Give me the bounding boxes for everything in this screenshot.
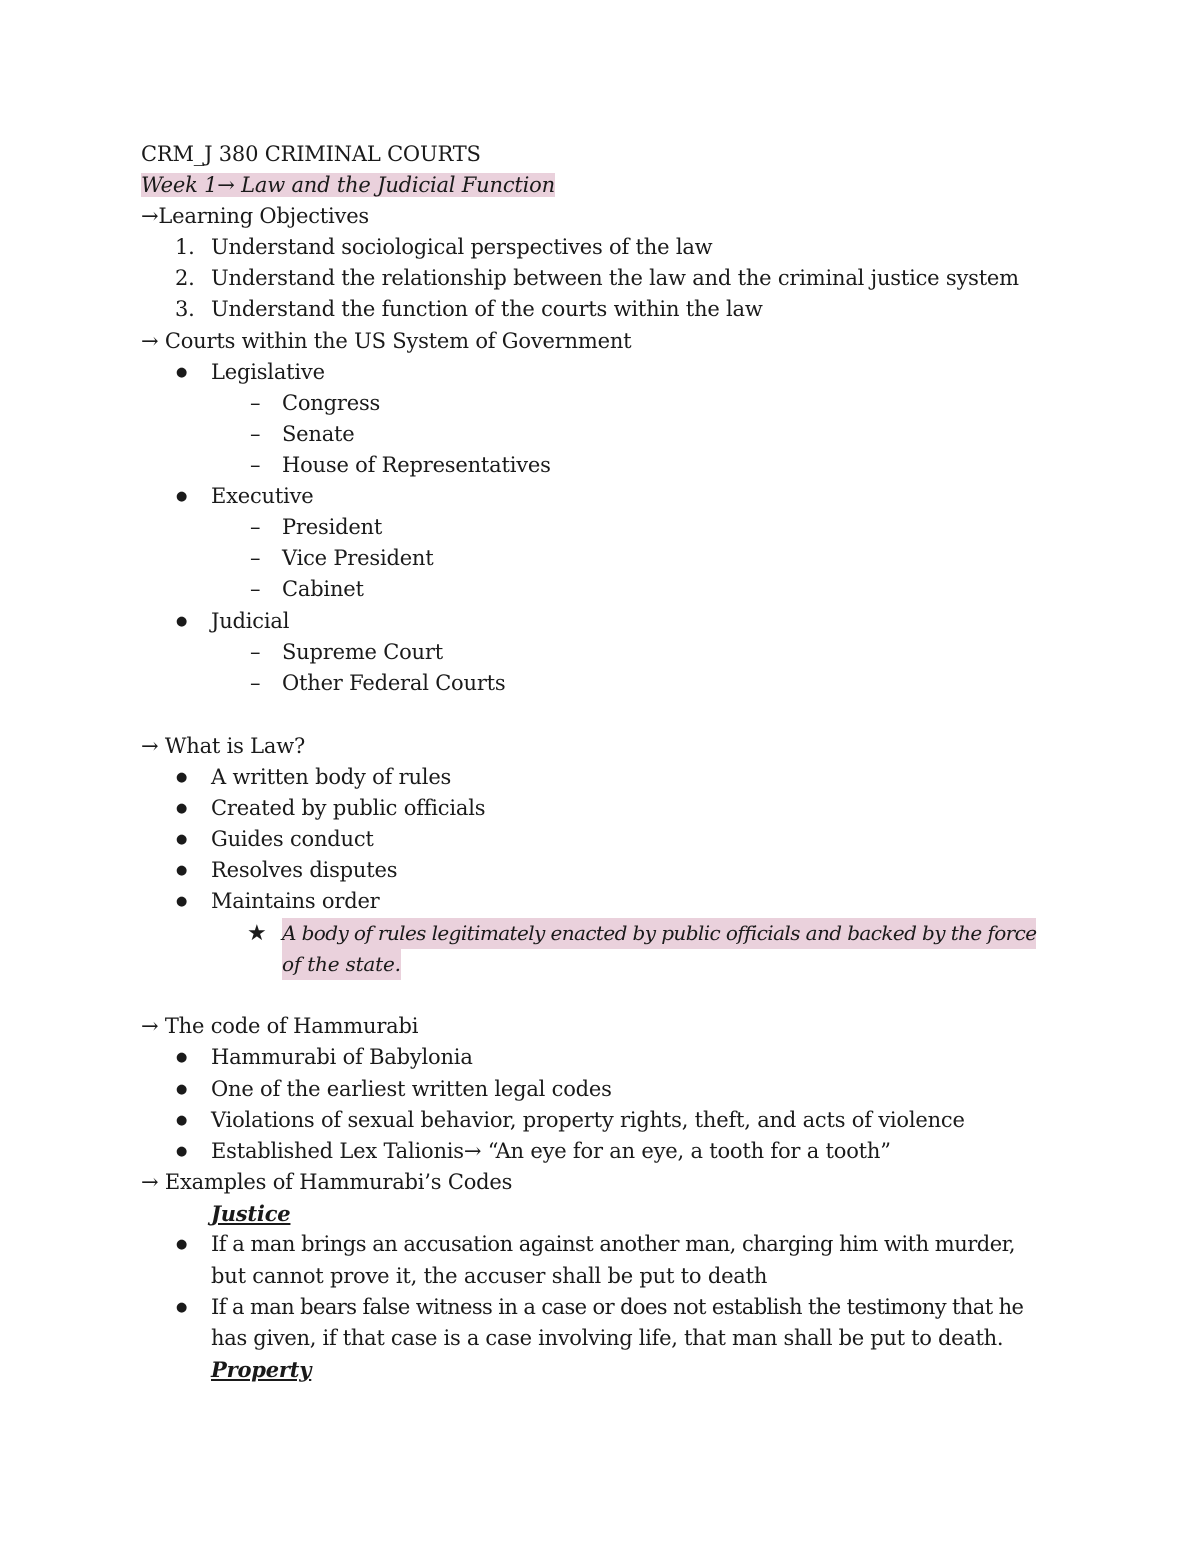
justice-item-line: but cannot prove it, the accuser shall be put to death xyxy=(211,1264,768,1288)
justice-subheading xyxy=(211,1198,290,1229)
list-number: 3. xyxy=(175,297,195,321)
list-item xyxy=(0,263,1200,294)
document-title: CRM_J 380 CRIMINAL COURTS xyxy=(141,142,481,166)
objective-text: Understand the function of the courts within the law xyxy=(211,297,763,321)
examples-section-heading: → Examples of Hammurabi’s Codes xyxy=(141,1170,513,1194)
bullet-icon: ● xyxy=(176,1050,188,1065)
list-item xyxy=(0,1105,1200,1136)
list-item xyxy=(0,637,1200,668)
list-item xyxy=(0,1042,1200,1073)
list-item xyxy=(0,512,1200,543)
law-item: Created by public officials xyxy=(211,796,486,820)
law-item: Resolves disputes xyxy=(211,858,398,882)
list-item xyxy=(0,294,1200,325)
dash-icon: – xyxy=(250,640,261,664)
justice-item-line: has given, if that case is a case involving life, that man shall be put to death. xyxy=(211,1326,1004,1350)
branch-label: Legislative xyxy=(211,360,325,384)
hammurabi-section-heading: → The code of Hammurabi xyxy=(141,1014,419,1038)
list-item xyxy=(0,450,1200,481)
branch-sub-item: President xyxy=(282,515,383,539)
bullet-icon: ● xyxy=(176,1300,188,1315)
courts-section-heading: → Courts within the US System of Government xyxy=(141,329,632,353)
week-heading-text: Week 1→ Law and the Judicial Function xyxy=(141,173,555,197)
definition-text: A body of rules legitimately enacted by public officials and backed by the force xyxy=(282,918,1036,949)
list-item xyxy=(0,543,1200,574)
branch-label: Judicial xyxy=(211,609,290,633)
list-item xyxy=(0,762,1200,793)
list-item xyxy=(0,574,1200,605)
branch-sub-item: Cabinet xyxy=(282,577,364,601)
learning-objectives-heading: →Learning Objectives xyxy=(141,204,369,228)
list-item xyxy=(0,1074,1200,1105)
dash-icon: – xyxy=(250,577,261,601)
list-item xyxy=(0,388,1200,419)
branch-sub-item: Supreme Court xyxy=(282,640,443,664)
bullet-icon: ● xyxy=(176,770,188,785)
definition-line xyxy=(0,918,1200,949)
list-item xyxy=(0,232,1200,263)
hammurabi-item: Hammurabi of Babylonia xyxy=(211,1045,473,1069)
bullet-icon: ● xyxy=(176,863,188,878)
list-item xyxy=(0,1229,1200,1260)
list-item xyxy=(0,1136,1200,1167)
dash-icon: – xyxy=(250,453,261,477)
objective-text: Understand sociological perspectives of the law xyxy=(211,235,713,259)
branch-sub-item: Congress xyxy=(282,391,381,415)
dash-icon: – xyxy=(250,422,261,446)
definition-line xyxy=(0,949,1200,980)
bullet-icon: ● xyxy=(176,614,188,629)
justice-item-line: If a man bears false witness in a case or does not establish the testimony that he xyxy=(211,1295,1024,1319)
bullet-icon: ● xyxy=(176,894,188,909)
branch-sub-item: Other Federal Courts xyxy=(282,671,506,695)
hammurabi-item: Violations of sexual behavior, property rights, theft, and acts of violence xyxy=(211,1108,965,1132)
law-item: A written body of rules xyxy=(211,765,452,789)
list-item xyxy=(0,886,1200,917)
dash-icon: – xyxy=(250,671,261,695)
list-item xyxy=(0,419,1200,450)
star-icon: ★ xyxy=(247,921,267,946)
bullet-icon: ● xyxy=(176,489,188,504)
bullet-icon: ● xyxy=(176,1144,188,1159)
law-item: Maintains order xyxy=(211,889,380,913)
branch-sub-item: Senate xyxy=(282,422,355,446)
list-item xyxy=(0,481,1200,512)
law-item: Guides conduct xyxy=(211,827,374,851)
objective-text: Understand the relationship between the law and the criminal justice system xyxy=(211,266,1019,290)
list-number: 1. xyxy=(175,235,195,259)
property-subheading xyxy=(211,1354,311,1385)
property-label: Property xyxy=(211,1357,312,1382)
dash-icon: – xyxy=(250,391,261,415)
list-number: 2. xyxy=(175,266,195,290)
branch-sub-item: House of Representatives xyxy=(282,453,551,477)
justice-label: Justice xyxy=(211,1201,291,1226)
dash-icon: – xyxy=(250,546,261,570)
hammurabi-item: One of the earliest written legal codes xyxy=(211,1077,612,1101)
law-section-heading: → What is Law? xyxy=(141,734,306,758)
list-item xyxy=(0,668,1200,699)
list-item xyxy=(0,855,1200,886)
bullet-icon: ● xyxy=(176,1082,188,1097)
hammurabi-item: Established Lex Talionis→ “An eye for an eye, a tooth for a tooth” xyxy=(211,1139,891,1163)
list-item xyxy=(0,357,1200,388)
justice-item-line: If a man brings an accusation against another man, charging him with murder, xyxy=(211,1232,1016,1256)
dash-icon: – xyxy=(250,515,261,539)
list-item xyxy=(0,793,1200,824)
bullet-icon: ● xyxy=(176,1113,188,1128)
list-item xyxy=(0,824,1200,855)
bullet-icon: ● xyxy=(176,801,188,816)
bullet-icon: ● xyxy=(176,832,188,847)
branch-label: Executive xyxy=(211,484,314,508)
list-item xyxy=(0,1292,1200,1323)
definition-text: of the state. xyxy=(282,949,401,980)
list-item xyxy=(0,606,1200,637)
branch-sub-item: Vice President xyxy=(282,546,434,570)
week-heading xyxy=(141,170,555,201)
bullet-icon: ● xyxy=(176,1237,188,1252)
bullet-icon: ● xyxy=(176,365,188,380)
